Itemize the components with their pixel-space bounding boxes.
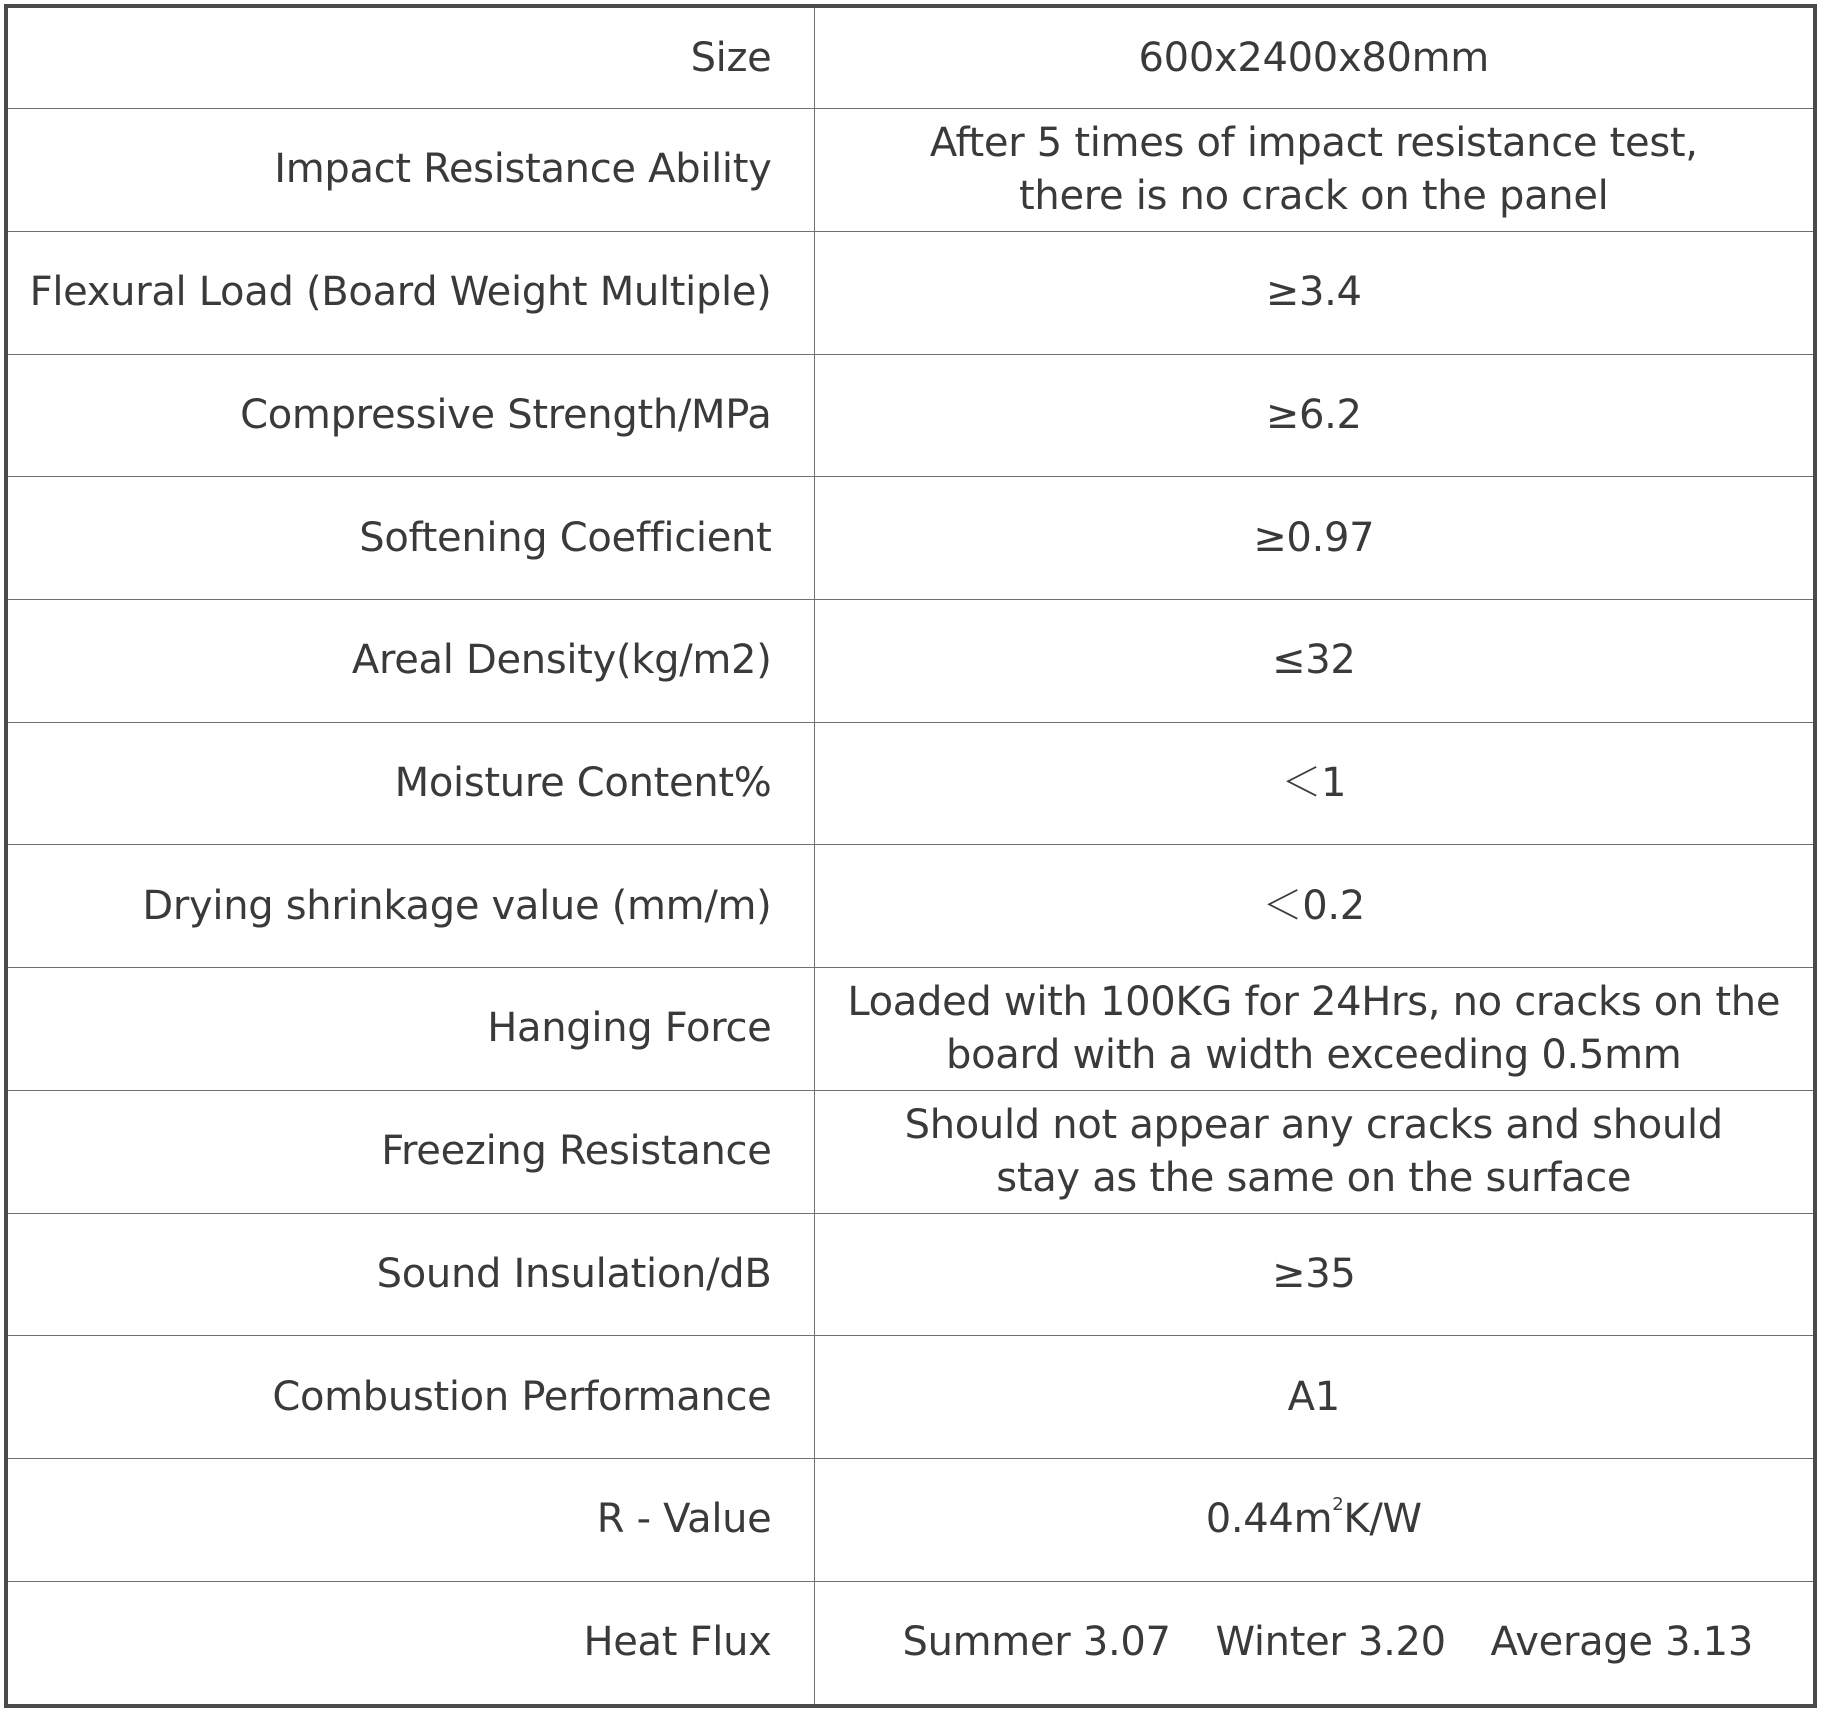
- row-label: Impact Resistance Ability: [8, 109, 814, 232]
- table-row-combustion-performance: [8, 1336, 1813, 1459]
- row-label: Freezing Resistance: [8, 1090, 814, 1213]
- row-label: R - Value: [8, 1458, 814, 1581]
- row-label: Hanging Force: [8, 968, 814, 1091]
- row-label: Size: [8, 8, 814, 109]
- row-label: Flexural Load (Board Weight Multiple): [8, 231, 814, 354]
- row-label: Combustion Performance: [8, 1336, 814, 1459]
- row-value: [814, 109, 1813, 232]
- row-value: ≤32: [814, 599, 1813, 722]
- row-value: ≥35: [814, 1213, 1813, 1336]
- table-row-softening-coefficient: [8, 477, 1813, 600]
- row-value: ＜0.2: [814, 845, 1813, 968]
- table-row-impact-resistance: [8, 109, 1813, 232]
- row-label: Compressive Strength/MPa: [8, 354, 814, 477]
- value-line-2: there is no crack on the panel: [1019, 172, 1609, 219]
- heat-flux-winter: Winter 3.20: [1215, 1619, 1446, 1666]
- row-value: ≥0.97: [814, 477, 1813, 600]
- row-value: ≥3.4: [814, 231, 1813, 354]
- table-row-size: [8, 8, 1813, 109]
- row-label: Areal Density(kg/m2): [8, 599, 814, 722]
- table-row-r-value: [8, 1458, 1813, 1581]
- row-label: Moisture Content%: [8, 722, 814, 845]
- value-line-2: board with a width exceeding 0.5mm: [946, 1031, 1682, 1078]
- value-prefix: 0.44m: [1205, 1496, 1333, 1543]
- row-value: 600x2400x80mm: [1138, 34, 1489, 81]
- row-value: [814, 1090, 1813, 1213]
- spec-table: [8, 8, 1813, 1704]
- value-line-1: After 5 times of impact resistance test,: [929, 119, 1698, 166]
- value-superscript: 2: [1332, 1494, 1344, 1516]
- table-row-areal-density: [8, 599, 1813, 722]
- spec-table-frame: [4, 4, 1817, 1708]
- row-label: Sound Insulation/dB: [8, 1213, 814, 1336]
- table-row-heat-flux: [8, 1581, 1813, 1704]
- table-row-hanging-force: [8, 968, 1813, 1091]
- row-value: ＜1: [814, 722, 1813, 845]
- table-row-moisture-content: [8, 722, 1813, 845]
- value-line-1: Should not appear any cracks and should: [904, 1101, 1723, 1148]
- table-row-compressive-strength: [8, 354, 1813, 477]
- row-label: Drying shrinkage value (mm/m): [8, 845, 814, 968]
- row-value: [814, 1581, 1813, 1704]
- heat-flux-values: [815, 1616, 1814, 1669]
- value-suffix: K/W: [1343, 1496, 1422, 1543]
- row-value: ≥6.2: [814, 354, 1813, 477]
- row-label: Heat Flux: [8, 1581, 814, 1704]
- row-value: A1: [814, 1336, 1813, 1459]
- table-row-freezing-resistance: [8, 1090, 1813, 1213]
- row-value: [814, 968, 1813, 1091]
- value-line-2: stay as the same on the surface: [996, 1154, 1632, 1201]
- heat-flux-summer: Summer 3.07: [902, 1619, 1171, 1666]
- table-row-flexural-load: [8, 231, 1813, 354]
- row-value: [814, 1458, 1813, 1581]
- value-line-1: Loaded with 100KG for 24Hrs, no cracks on the: [847, 978, 1781, 1025]
- heat-flux-average: Average 3.13: [1490, 1619, 1753, 1666]
- row-label: Softening Coefficient: [8, 477, 814, 600]
- table-row-drying-shrinkage: [8, 845, 1813, 968]
- table-row-sound-insulation: [8, 1213, 1813, 1336]
